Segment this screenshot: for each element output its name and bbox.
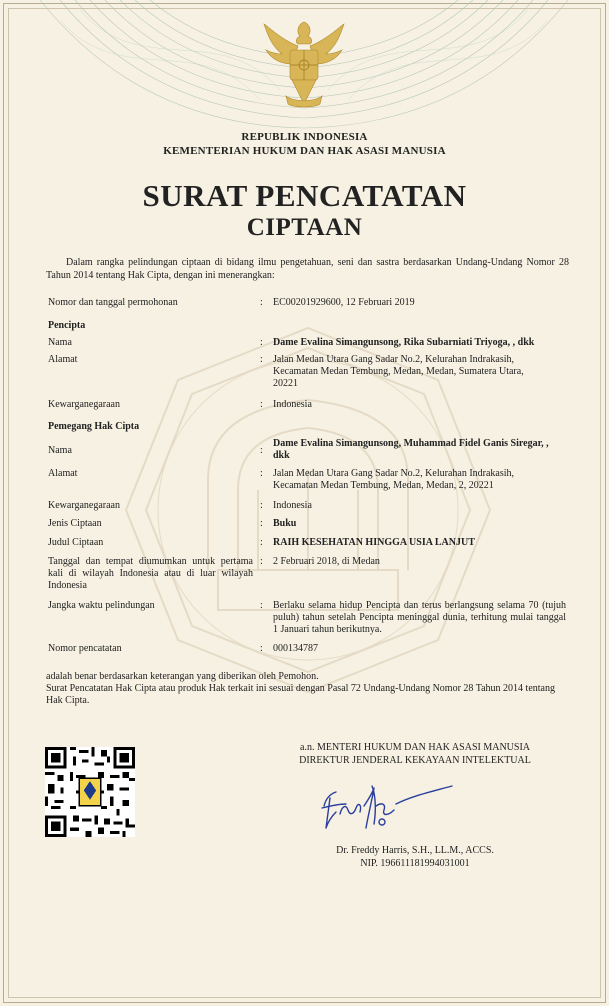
pemegang-alamat-value: Jalan Medan Utara Gang Sadar No.2, Kelurahan Indrakasih, Kecamatan Medan Tembung, Medan, Medan, 2, 20221	[273, 468, 515, 491]
tanggal-tempat-label: Tanggal dan tempat diumumkan untuk pertama kali di wilayah Indonesia atau di luar wilayah Indonesia	[48, 556, 253, 591]
tanggal-tempat-value: 2 Februari 2018, di Medan	[273, 556, 380, 567]
colon: :	[260, 518, 263, 529]
colon: :	[260, 643, 263, 654]
pemegang-alamat-label: Alamat	[48, 468, 78, 479]
signatory-name: Dr. Freddy Harris, S.H., LL.M., ACCS.	[336, 845, 494, 856]
colon: :	[260, 537, 263, 548]
header-kementerian: KEMENTERIAN HUKUM DAN HAK ASASI MANUSIA	[163, 145, 446, 157]
nomor-pencatatan-value: 000134787	[273, 643, 318, 654]
judul-ciptaan-label: Judul Ciptaan	[48, 537, 104, 548]
signatory-nip: NIP. 196611181994031001	[360, 858, 470, 869]
signature-title-line2: DIREKTUR JENDERAL KEKAYAAN INTELEKTUAL	[299, 755, 531, 766]
colon: :	[260, 399, 263, 410]
document-title: SURAT PENCATATAN	[142, 178, 467, 213]
colon: :	[260, 468, 263, 479]
jenis-ciptaan-value: Buku	[273, 518, 297, 529]
document-subtitle: CIPTAAN	[246, 214, 363, 241]
footer-statement: adalah benar berdasarkan keterangan yang diberikan oleh Pemohon.	[46, 671, 319, 682]
colon: :	[260, 500, 263, 511]
colon: :	[260, 297, 263, 308]
colon: :	[260, 556, 263, 567]
pemegang-nama-label: Nama	[48, 445, 72, 456]
pencipta-kewarganegaraan-label: Kewarganegaraan	[48, 399, 120, 410]
pemegang-kewarganegaraan-value: Indonesia	[273, 500, 312, 511]
footer-legal-note: Surat Pencatatan Hak Cipta atau produk Hak terkait ini sesuai dengan Pasal 72 Undang-Undang Nomor 28 Tahun 2014 tentang Hak Cipta.	[46, 683, 555, 706]
pencipta-nama-value: Dame Evalina Simangunsong, Rika Subarniati Triyoga, , dkk	[273, 337, 535, 348]
pemegang-nama-value: Dame Evalina Simangunsong, Muhammad Fidel Ganis Siregar, , dkk	[273, 438, 549, 461]
colon: :	[260, 445, 263, 456]
pemegang-heading: Pemegang Hak Cipta	[48, 421, 140, 432]
colon: :	[260, 337, 263, 348]
jenis-ciptaan-label: Jenis Ciptaan	[48, 518, 102, 529]
pencipta-kewarganegaraan-value: Indonesia	[273, 399, 312, 410]
nomor-pencatatan-label: Nomor pencatatan	[48, 643, 122, 654]
qr-code-icon	[45, 747, 135, 837]
pencipta-alamat-label: Alamat	[48, 354, 78, 365]
garuda-emblem-icon	[262, 16, 346, 116]
judul-ciptaan-value: RAIH KESEHATAN HINGGA USIA LANJUT	[273, 537, 475, 548]
colon: :	[260, 600, 263, 611]
pencipta-nama-label: Nama	[48, 337, 72, 348]
jangka-waktu-label: Jangka waktu pelindungan	[48, 600, 155, 611]
colon: :	[260, 354, 263, 365]
pemegang-kewarganegaraan-label: Kewarganegaraan	[48, 500, 120, 511]
nomor-permohonan-label: Nomor dan tanggal permohonan	[48, 297, 178, 308]
pencipta-heading: Pencipta	[48, 320, 86, 331]
intro-paragraph: Dalam rangka pelindungan ciptaan di bidang ilmu pengetahuan, seni dan sastra berdasarkan Undang-Undang Nomor 28 Tahun 2014 tentang Hak Cipta, dengan ini menerangkan:	[46, 257, 569, 281]
header-republik: REPUBLIK INDONESIA	[241, 131, 368, 143]
nomor-permohonan-value: EC00201929600, 12 Februari 2019	[273, 297, 415, 308]
signature-title-line1: a.n. MENTERI HUKUM DAN HAK ASASI MANUSIA	[300, 742, 530, 753]
pencipta-alamat-value: Jalan Medan Utara Gang Sadar No.2, Kelurahan Indrakasih, Kecamatan Medan Tembung, Medan, Medan, Sumatera Utara, 20221	[273, 354, 524, 389]
handwritten-signature-icon	[316, 776, 456, 842]
jangka-waktu-value: Berlaku selama hidup Pencipta dan terus berlangsung selama 70 (tujuh puluh) tahun setelah Pencipta meninggal dunia, terhitung mulai tanggal 1 Januari tahun berikutnya.	[273, 600, 566, 635]
